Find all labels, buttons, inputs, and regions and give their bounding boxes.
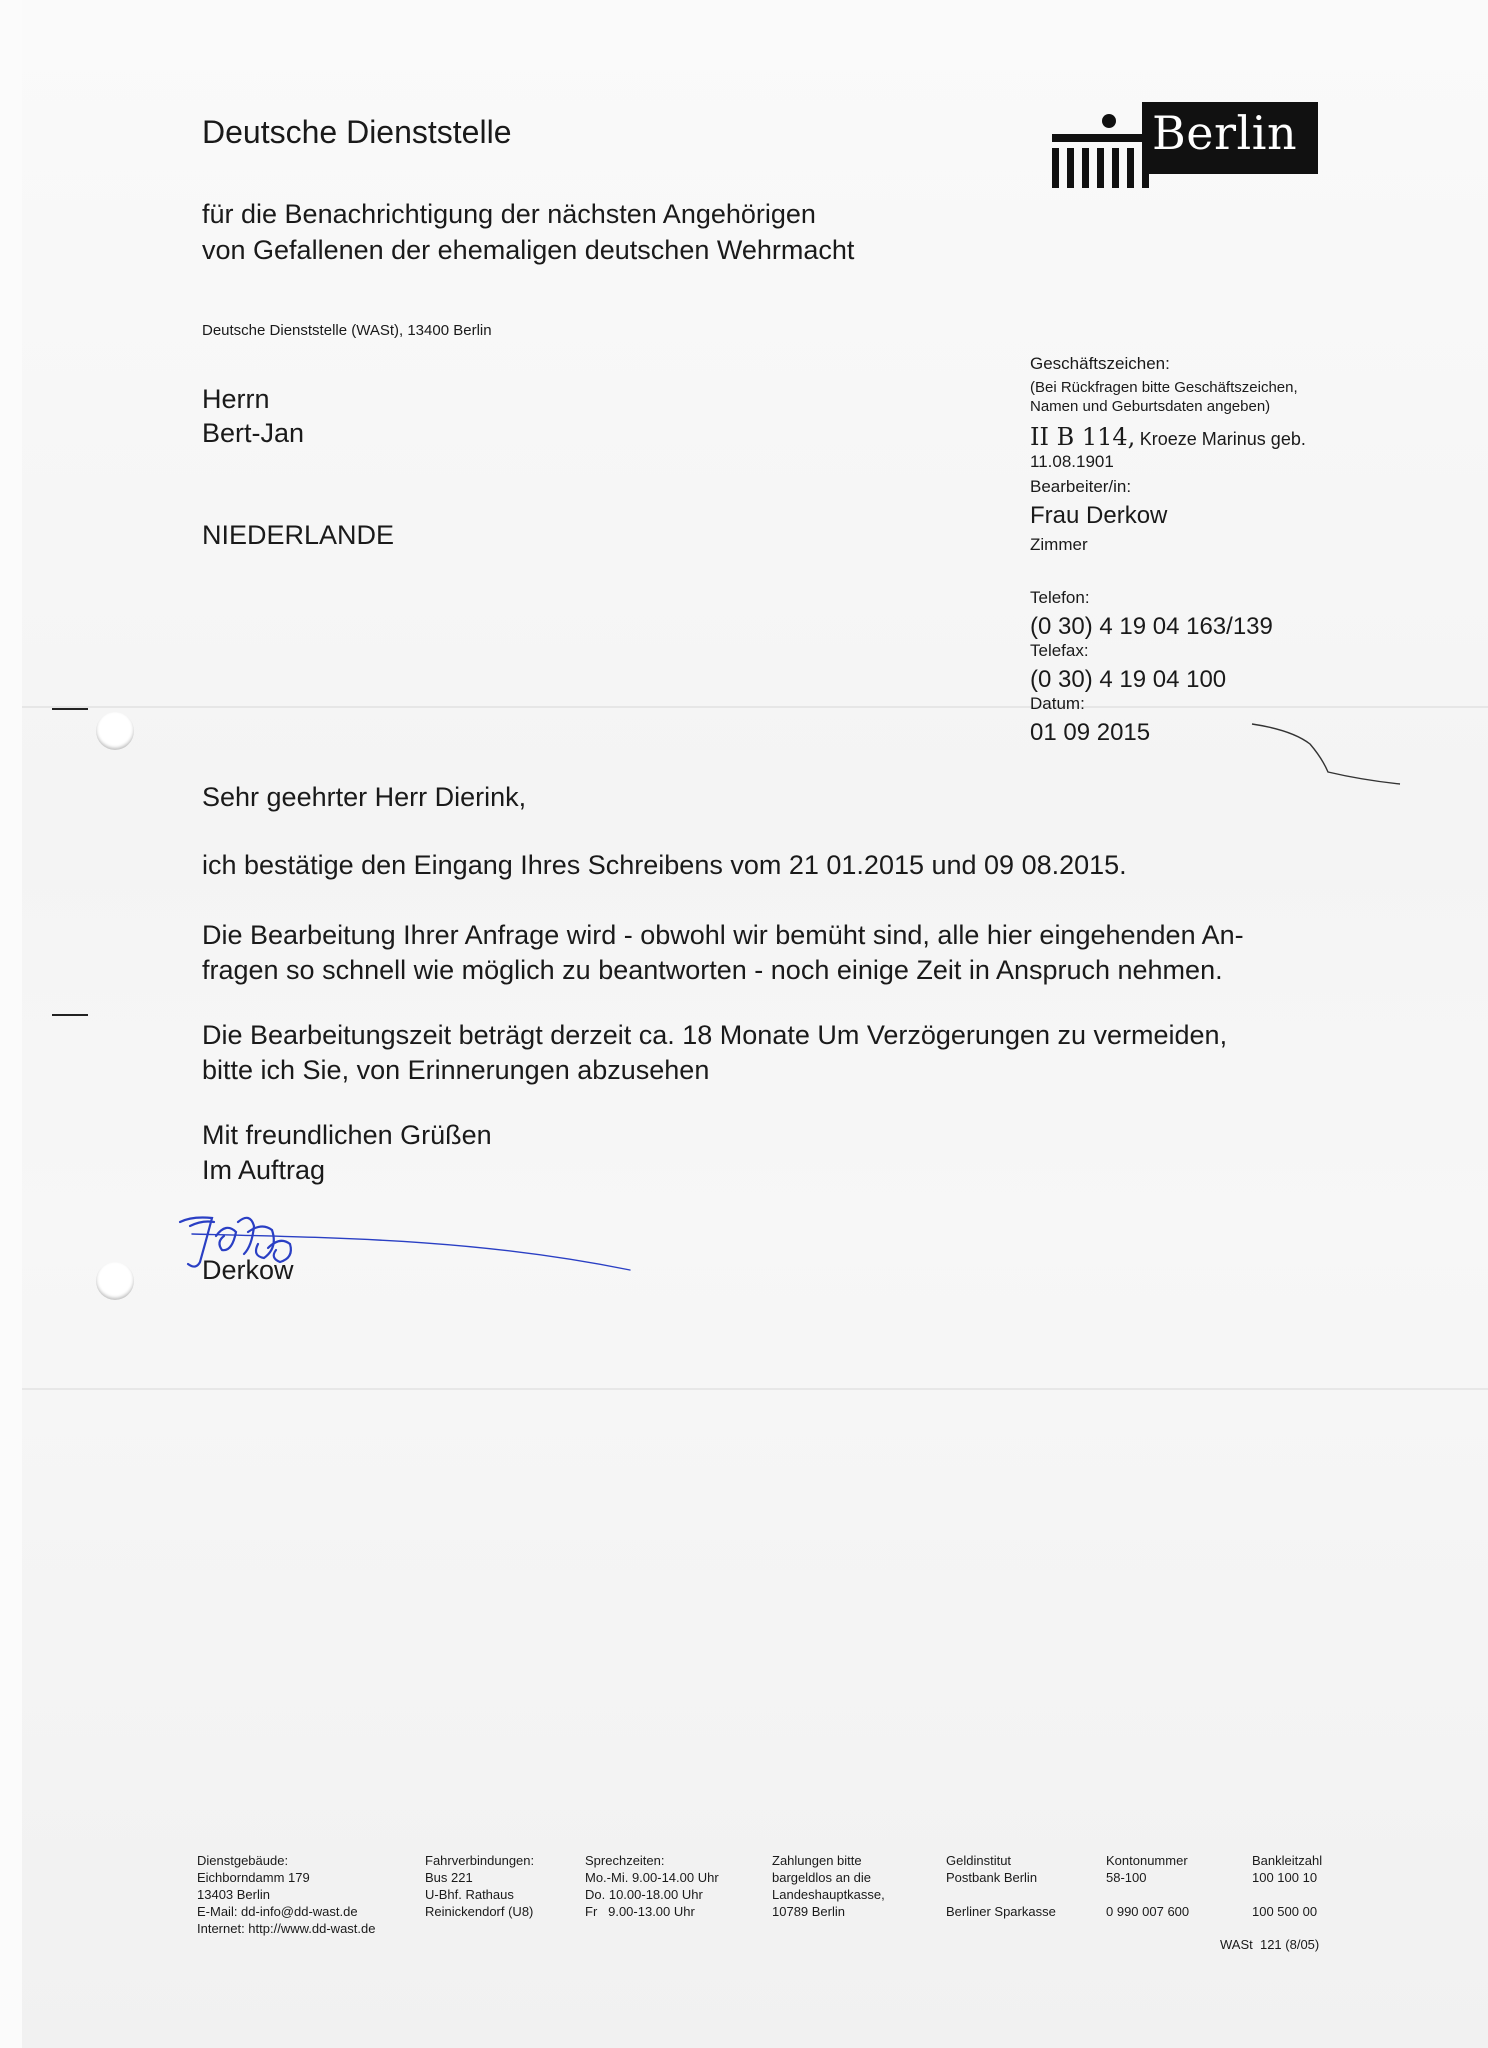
- footer-text: 10789 Berlin: [772, 1904, 845, 1919]
- footer-text: bargeldlos an die: [772, 1870, 872, 1885]
- fold-mark: [52, 708, 88, 710]
- footer-text: Kontonummer: [1106, 1853, 1188, 1868]
- paragraph-line: Die Bearbeitung Ihrer Anfrage wird - obwohl wir bemüht sind, alle hier eingehenden An-: [202, 920, 1244, 950]
- footer-text: Fahrverbindungen:: [425, 1853, 535, 1868]
- ref-note: [1030, 378, 1390, 416]
- paragraph-1: ich bestätige den Eingang Ihres Schreibens vom 21 01.2015 und 09 08.2015.: [202, 850, 1127, 880]
- footer-text: Mo.-Mi. 9.00-14.00 Uhr: [585, 1870, 719, 1885]
- clerk-label: Bearbeiter/in:: [1030, 477, 1132, 496]
- footer-text: 100 500 00: [1252, 1904, 1318, 1919]
- letter-page: [22, 0, 1488, 2048]
- footer-text: U-Bhf. Rathaus: [425, 1887, 514, 1902]
- logo-column: [1067, 148, 1074, 188]
- logo-dot: [1102, 114, 1116, 128]
- logo-column: [1052, 148, 1059, 188]
- footer-hours: [585, 1852, 719, 1920]
- logo-text: Berlin: [1152, 106, 1298, 160]
- footer-transport: [425, 1852, 534, 1920]
- logo-bar: [1052, 134, 1152, 142]
- footer-text: Fr 9.00-13.00 Uhr: [585, 1904, 695, 1919]
- berlin-logo: [1030, 100, 1320, 194]
- paragraph-3: [202, 1018, 1392, 1088]
- logo-column: [1097, 148, 1104, 188]
- footer-website: Internet: http://www.dd-wast.de: [197, 1921, 376, 1936]
- phone-label: Telefon:: [1030, 588, 1090, 607]
- ref-note-line: (Bei Rückfragen bitte Geschäftszeichen,: [1030, 379, 1298, 396]
- logo-column: [1142, 148, 1149, 188]
- date-value: 01 09 2015: [1030, 719, 1151, 746]
- ref-name: Kroeze Marinus geb.: [1139, 429, 1306, 449]
- footer-text: Geldinstitut: [946, 1853, 1012, 1868]
- footer-text: Dienstgebäude:: [197, 1853, 289, 1868]
- handwritten-signature: [152, 1192, 652, 1292]
- org-subtitle-line: für die Benachrichtigung der nächsten Angehörigen: [202, 199, 816, 229]
- form-code: WASt 121 (8/05): [1220, 1937, 1320, 1952]
- footer-text: Sprechzeiten:: [585, 1853, 665, 1868]
- date-label: Datum:: [1030, 694, 1085, 713]
- ref-birthdate: 11.08.1901: [1030, 452, 1114, 471]
- fax-value: (0 30) 4 19 04 100: [1030, 666, 1227, 693]
- room-label: Zimmer: [1030, 535, 1088, 554]
- footer-text: Berliner Sparkasse: [946, 1904, 1056, 1919]
- org-subtitle: [202, 196, 854, 268]
- footer-text: Postbank Berlin: [946, 1870, 1038, 1885]
- closing-line: Im Auftrag: [202, 1155, 326, 1185]
- recipient-salutation: Herrn: [202, 384, 270, 414]
- footer-payments: [772, 1852, 885, 1920]
- sender-line: Deutsche Dienststelle (WASt), 13400 Berlin: [202, 322, 492, 339]
- footer-text: Bankleitzahl: [1252, 1853, 1323, 1868]
- footer-account: [1106, 1852, 1189, 1920]
- footer-text: Reinickendorf (U8): [425, 1904, 534, 1919]
- footer-text: 58-100: [1106, 1870, 1147, 1885]
- footer-sortcode: [1252, 1852, 1322, 1920]
- org-subtitle-line: von Gefallenen der ehemaligen deutschen Wehrmacht: [202, 235, 855, 265]
- logo-column: [1112, 148, 1119, 188]
- greeting: Sehr geehrter Herr Dierink,: [202, 782, 527, 812]
- ref-label: Geschäftszeichen:: [1030, 354, 1170, 373]
- punch-mark: [52, 1014, 88, 1016]
- footer-email: E-Mail: dd-info@dd-wast.de: [197, 1904, 358, 1919]
- logo-column: [1127, 148, 1134, 188]
- punch-hole: [96, 712, 134, 750]
- punch-hole: [96, 1262, 134, 1300]
- fold-line: [22, 1388, 1488, 1390]
- clerk-name: Frau Derkow: [1030, 502, 1168, 529]
- footer-text: Do. 10.00-18.00 Uhr: [585, 1887, 703, 1902]
- closing: [202, 1118, 1392, 1188]
- paragraph-2: [202, 918, 1392, 988]
- ref-code: II B 114,: [1030, 423, 1136, 451]
- footer-text: 13403 Berlin: [197, 1887, 270, 1902]
- org-title: Deutsche Dienststelle: [202, 114, 512, 150]
- signer-name: Derkow: [202, 1255, 294, 1285]
- recipient-name: Bert-Jan: [202, 418, 305, 448]
- recipient-country: NIEDERLANDE: [202, 520, 395, 550]
- footer-text: Eichborndamm 179: [197, 1870, 310, 1885]
- closing-line: Mit freundlichen Grüßen: [202, 1120, 492, 1150]
- ref-note-line: Namen und Geburtsdaten angeben): [1030, 398, 1271, 415]
- logo-column: [1082, 148, 1089, 188]
- ref-code-line: [1030, 423, 1390, 451]
- footer-text: 0 990 007 600: [1106, 1904, 1190, 1919]
- paragraph-line: fragen so schnell wie möglich zu beantworten - noch einige Zeit in Anspruch nehmen.: [202, 955, 1223, 985]
- footer-building: [197, 1852, 375, 1937]
- paragraph-line: bitte ich Sie, von Erinnerungen abzusehen: [202, 1055, 710, 1085]
- phone-value: (0 30) 4 19 04 163/139: [1030, 613, 1273, 640]
- recipient-address: [202, 382, 304, 450]
- footer-text: Landeshauptkasse,: [772, 1887, 885, 1902]
- footer-text: Zahlungen bitte: [772, 1853, 862, 1868]
- paragraph-line: Die Bearbeitungszeit beträgt derzeit ca. 18 Monate Um Verzögerungen zu vermeiden,: [202, 1020, 1228, 1050]
- footer-text: 100 100 10: [1252, 1870, 1318, 1885]
- fax-label: Telefax:: [1030, 641, 1089, 660]
- footer-bank: [946, 1852, 1056, 1920]
- pen-stroke: [1232, 718, 1412, 788]
- footer-text: Bus 221: [425, 1870, 473, 1885]
